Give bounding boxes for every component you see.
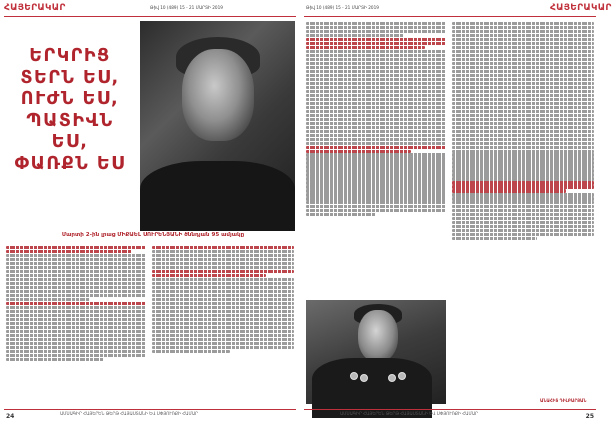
left-footer-rule bbox=[4, 409, 296, 410]
right-header-rule bbox=[304, 16, 596, 17]
left-logo: ՀԱՅԵՐԱԿԱՐ bbox=[4, 3, 66, 13]
title-line: ՊԱՏԻՎՆ ԵՍ, bbox=[26, 110, 114, 152]
left-header-info: Թիվ 10 (489) 15 - 21 ՄԱՐՏԻ 2019 bbox=[150, 5, 223, 10]
right-footer-text: ԱՄՍԱԳԻՐ ՀԱՅԵՐԵՆ ԹԵՐԹ ՀԱՅԱՍՏԱՆԻ ԵՎ ՍՓՅՈՒՌՔԻ ՀԱՄԱՐ bbox=[340, 411, 478, 416]
right-page-number: 25 bbox=[585, 413, 594, 420]
left-page-column-2 bbox=[152, 246, 294, 404]
right-page bbox=[300, 0, 612, 424]
right-logo: ՀԱՅԵՐԱԿԱՐ bbox=[550, 3, 612, 13]
title-line: ՏԵՐՆ ԵՍ, bbox=[20, 67, 120, 88]
right-footer-rule bbox=[304, 409, 596, 410]
title-line: ՈՒԺՆ ԵՍ, bbox=[20, 89, 120, 109]
title-line: ՓԱՌՔՆ ԵՍ bbox=[14, 153, 126, 174]
left-page bbox=[0, 0, 301, 424]
soldier-photo bbox=[306, 300, 446, 404]
title-line: ԵՐԿՐԻՑ bbox=[29, 46, 111, 66]
portrait-photo bbox=[140, 21, 295, 228]
article-title bbox=[14, 46, 126, 175]
right-page-column-2 bbox=[452, 22, 594, 402]
right-header-info: Թիվ 10 (489) 15 - 21 ՄԱՐՏԻ 2019 bbox=[306, 5, 379, 10]
author-signature: ԱՆԱՀԻՏ ԴԻԼԲԱՐՅԱՆ bbox=[540, 398, 587, 403]
left-header-rule bbox=[4, 16, 296, 17]
left-footer-text: ԱՄՍԱԳԻՐ ՀԱՅԵՐԵՆ ԹԵՐԹ ՀԱՅԱՍՏԱՆԻ ԵՎ ՍՓՅՈՒՌՔԻ ՀԱՄԱՐ bbox=[60, 411, 198, 416]
left-page-number: 24 bbox=[6, 413, 15, 420]
left-page-column-1 bbox=[6, 246, 146, 404]
photo-caption: Մարտի 2-ին լրաց ՄԻՔԱԵԼ ՍՈՒՐԵՆՅԱՆԻ ծննդյան 95 ամյակը bbox=[61, 232, 245, 238]
